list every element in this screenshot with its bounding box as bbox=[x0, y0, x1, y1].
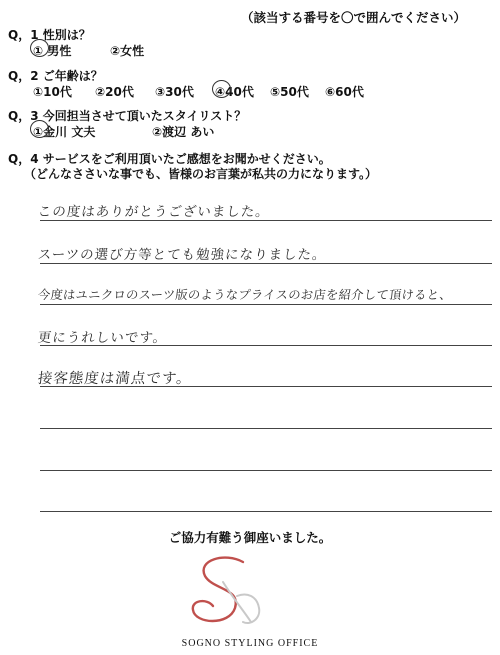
closing-message: ご協力有難う御座いました。 bbox=[168, 530, 332, 545]
handwritten-answer: この度はありがとうございました。 bbox=[36, 204, 271, 220]
q2-option-10s[interactable]: ①10代 bbox=[33, 85, 72, 99]
answer-line bbox=[40, 220, 492, 221]
answer-line bbox=[40, 470, 492, 471]
handwritten-answer: 接客態度は満点です。 bbox=[37, 371, 193, 387]
selection-circle bbox=[212, 80, 231, 98]
q1-label: Q，1 性別は？ bbox=[8, 28, 91, 42]
q2-option-50s[interactable]: ⑤50代 bbox=[270, 85, 309, 99]
answer-line bbox=[40, 263, 492, 264]
q2-label: Q，2 ご年齢は？ bbox=[8, 69, 103, 83]
sogno-logo-icon bbox=[185, 552, 275, 634]
q2-option-30s[interactable]: ③30代 bbox=[155, 85, 194, 99]
q4-label: Q，4 サービスをご利用頂いたご感想をお聞かせください。 bbox=[8, 152, 331, 166]
answer-line bbox=[40, 511, 492, 512]
selection-circle bbox=[30, 120, 49, 138]
q1-option-male[interactable]: ① 男性 bbox=[33, 42, 71, 59]
selection-circle bbox=[30, 39, 49, 57]
q3-option-kanagawa[interactable]: ①金川 文夫 bbox=[33, 123, 95, 140]
handwritten-answer: 今度はユニクロのスーツ版のようなプライスのお店を紹介して頂けると、 bbox=[37, 288, 453, 302]
instruction-text: （該当する番号を〇で囲んでください） bbox=[240, 10, 466, 25]
brand-name: SOGNO STYLING OFFICE bbox=[181, 638, 319, 649]
handwritten-answer: 更にうれしいです。 bbox=[36, 330, 169, 346]
q2-option-40s[interactable]: ④40代 bbox=[215, 83, 254, 100]
q3-option-watanabe[interactable]: ②渡辺 あい bbox=[152, 125, 215, 139]
q2-option-20s[interactable]: ②20代 bbox=[95, 85, 134, 99]
q1-option-female[interactable]: ②女性 bbox=[110, 44, 145, 58]
answer-line bbox=[40, 304, 492, 305]
q2-option-60s[interactable]: ⑥60代 bbox=[325, 85, 364, 99]
handwritten-answer: スーツの選び方等とても勉強になりました。 bbox=[36, 247, 328, 263]
answer-line bbox=[40, 428, 492, 429]
q3-label: Q，3 今回担当させて頂いたスタイリスト？ bbox=[8, 109, 247, 123]
q4-sublabel: （どんなささいな事でも、皆様のお言葉が私共の力になります。） bbox=[24, 167, 378, 181]
